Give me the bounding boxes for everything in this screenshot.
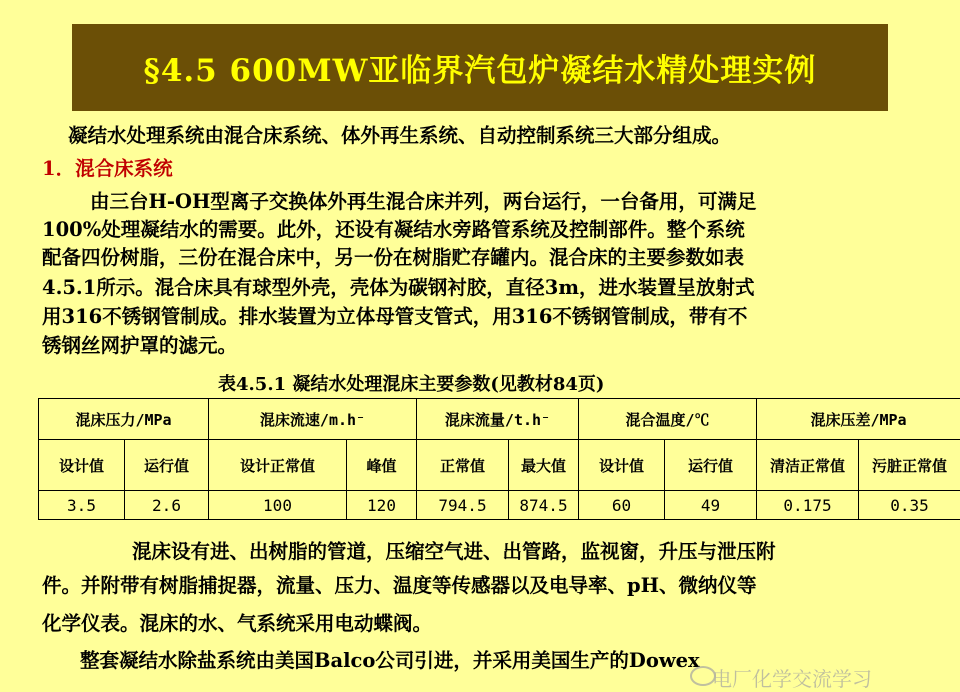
table-cell: 0.35 [859, 491, 960, 520]
paragraph-line: 件。并附带有树脂捕捉器，流量、压力、温度等传感器以及电导率、pH、微纳仪等 [42, 574, 757, 597]
table-cell: 49 [665, 491, 757, 520]
subheader: 设计值 [39, 440, 125, 491]
subheader: 运行值 [125, 440, 209, 491]
paragraph-line: 用316不锈钢管制成。排水装置为立体母管支管式，用316不锈钢管制成，带有不 [42, 305, 748, 328]
paragraph-line: 由三台H-OH型离子交换体外再生混合床并列，两台运行，一台备用，可满足 [90, 190, 757, 213]
paragraph-line: 化学仪表。混床的水、气系统采用电动蝶阀。 [42, 612, 433, 635]
header-temperature: 混合温度/℃ [579, 399, 757, 440]
subheader: 正常值 [417, 440, 509, 491]
paragraph-line: 配备四份树脂，三份在混合床中，另一份在树脂贮存罐内。混合床的主要参数如表 [42, 246, 745, 269]
table-cell: 794.5 [417, 491, 509, 520]
paragraph-line: 锈钢丝网护罩的滤元。 [42, 334, 238, 357]
paragraph-line: 整套凝结水除盐系统由美国Balco公司引进，并采用美国生产的Dowex [80, 649, 700, 672]
subheader: 设计正常值 [209, 440, 347, 491]
params-table [38, 398, 960, 520]
table-cell: 0.175 [757, 491, 859, 520]
header-flow: 混床流量/t.h⁻ [417, 399, 579, 440]
watermark: 电厂化学交流学习 [712, 667, 872, 691]
page-title: §4.5 600MW亚临界汽包炉凝结水精处理实例 [143, 53, 817, 89]
header-pressure-drop: 混床压差/MPa [757, 399, 960, 440]
subheader: 清洁正常值 [757, 440, 859, 491]
subheader: 最大值 [509, 440, 579, 491]
paragraph-line: 混床设有进、出树脂的管道，压缩空气进、出管路，监视窗，升压与泄压附 [132, 540, 776, 563]
intro-text: 凝结水处理系统由混合床系统、体外再生系统、自动控制系统三大部分组成。 [68, 124, 732, 147]
header-pressure: 混床压力/MPa [39, 399, 209, 440]
table-cell: 3.5 [39, 491, 125, 520]
section-heading: 1．混合床系统 [42, 157, 173, 180]
table-cell: 60 [579, 491, 665, 520]
table-cell: 100 [209, 491, 347, 520]
paragraph-line: 4.5.1所示。混合床具有球型外壳，壳体为碳钢衬胶，直径3m，进水装置呈放射式 [42, 276, 755, 299]
table-cell: 874.5 [509, 491, 579, 520]
header-velocity: 混床流速/m.h⁻ [209, 399, 417, 440]
subheader: 峰值 [347, 440, 417, 491]
title-bar [72, 24, 888, 111]
subheader: 运行值 [665, 440, 757, 491]
paragraph-line: 100%处理凝结水的需要。此外，还设有凝结水旁路管系统及控制部件。整个系统 [42, 218, 745, 241]
table-cell: 120 [347, 491, 417, 520]
table-cell: 2.6 [125, 491, 209, 520]
subheader: 污脏正常值 [859, 440, 960, 491]
table-caption: 表4.5.1 凝结水处理混床主要参数(见教材84页) [218, 374, 605, 395]
subheader: 设计值 [579, 440, 665, 491]
